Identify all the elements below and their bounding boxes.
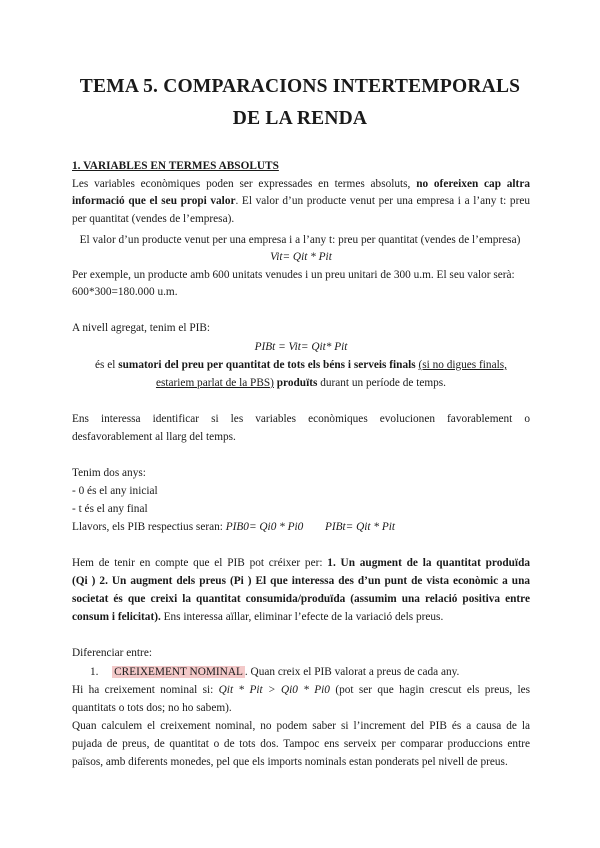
paragraph-line: desfavorablement al llarg del temps. [72, 431, 236, 443]
numbered-list-item: 1. CREIXEMENT NOMINAL . Quan creix el PIB valorat a preus de cada any. [90, 666, 460, 678]
paragraph-line: (Qi ) 2. Un augment dels preus (Pi ) El que interessa des d’un punt de vista econòmic a una [72, 575, 530, 587]
formula: Vit= Qit * Pit [270, 251, 332, 263]
page-title-line-2: DE LA RENDA [232, 108, 368, 129]
paragraph-line: estariem parlat de la PBS) produïts durant un període de temps. [155, 377, 447, 389]
paragraph-line: Diferenciar entre: [72, 647, 152, 659]
paragraph-line: Tenim dos anys: [72, 467, 146, 479]
paragraph-line: pujada de preus, de quantitat o de tots dos. Tampoc ens serveix per comparar produccions entre [72, 738, 530, 750]
list-item: - t és el any final [72, 503, 148, 515]
paragraph-line: és el sumatori del preu per quantitat de tots els béns i serveis finals (si no digues finals, [95, 359, 507, 371]
paragraph-line: Hem de tenir en compte que el PIB pot créixer per: 1. Un augment de la quantitat produïda [72, 557, 531, 569]
paragraph-line: per quantitat (vendes de l’empresa). [72, 213, 235, 225]
section-heading: 1. VARIABLES EN TERMES ABSOLUTS [72, 160, 279, 172]
formula: PIBt = Vit= Qit* Pit [254, 341, 348, 353]
paragraph-line: informació que el seu propi valor. El valor d’un producte venut per una empresa i a l’any t: preu [72, 195, 530, 207]
paragraph-line: Hi ha creixement nominal si: Qit * Pit > Qi0 * Pi0 (pot ser que hagin crescut els preus, les [72, 684, 530, 696]
paragraph-line: Per exemple, un producte amb 600 unitats venudes i un preu unitari de 300 u.m. El seu valor serà: [72, 269, 515, 281]
paragraph-line: Quan calculem el creixement nominal, no podem saber si l’increment del PIB és a causa de la [72, 720, 530, 732]
paragraph-line: Les variables econòmiques poden ser expressades en termes absoluts, no ofereixen cap altra [72, 178, 530, 190]
paragraph-line: El valor d’un producte venut per una empresa i a l’any t: preu per quantitat (vendes de l’empresa) [79, 234, 521, 246]
paragraph-line: consum i felicitat). Ens interessa aïllar, eliminar l’efecte de la variació dels preus. [72, 611, 444, 623]
paragraph-line: quantitats o tots dos; no ho sabem). [72, 702, 232, 714]
paragraph-line: A nivell agregat, tenim el PIB: [72, 322, 211, 334]
paragraph-line: societat és que creixi la quantitat consumida/produïda (assumim una relació positiva entre [72, 593, 530, 605]
highlighted-term: CREIXEMENT NOMINAL [114, 666, 243, 678]
page-title: TEMA 5. COMPARACIONS INTERTEMPORALS [79, 76, 521, 97]
paragraph-line: Llavors, els PIB respectius seran: PIB0= Qi0 * Pi0 PIBt= Qit * Pit [72, 521, 396, 533]
paragraph-line: 600*300=180.000 u.m. [72, 286, 178, 298]
paragraph-line: Ens interessa identificar si les variables econòmiques evolucionen favorablement o [72, 413, 530, 425]
list-item: - 0 és el any inicial [72, 485, 158, 497]
paragraph-line: països, amb diferents monedes, pel que els imports nominals estan ponderats pel nivell de preus. [72, 756, 508, 768]
